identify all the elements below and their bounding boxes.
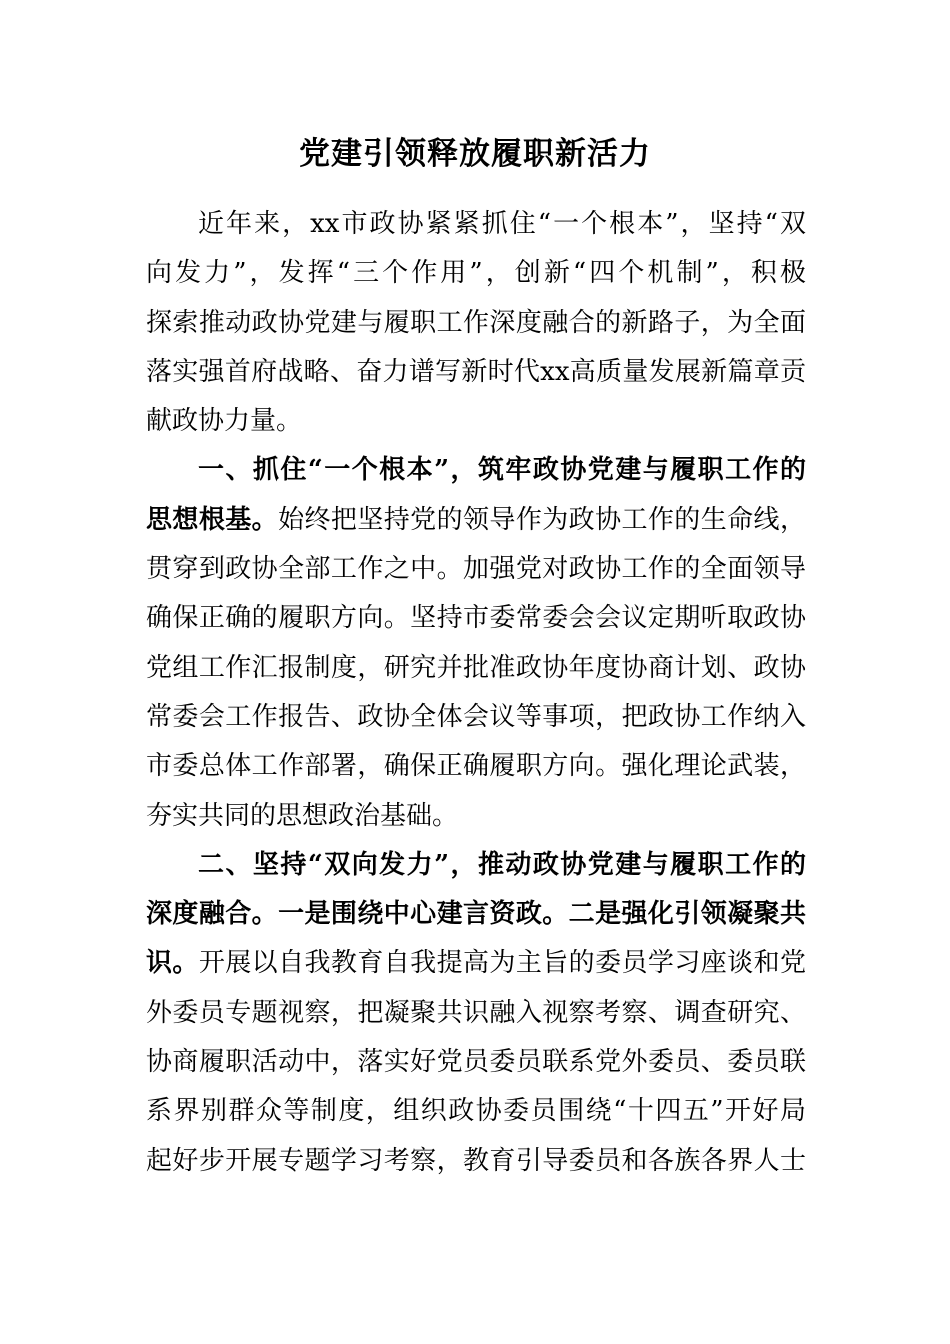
text: 贯穿到政协全部工作之中。加强党对政协工作的全面领导: [146, 554, 806, 585]
text: 近年来，xx市政协紧紧抓住“一个根本”，坚持“双: [198, 209, 806, 239]
text: 市委总体工作部署，确保正确履职方向。强化理论武装，: [146, 751, 806, 782]
text: 始终把坚持党的领导作为政协工作的生命线，: [278, 504, 806, 535]
text-line: [146, 545, 806, 594]
text-line: [146, 939, 806, 988]
text: 探索推动政协党建与履职工作深度融合的新路子，为全面: [146, 307, 806, 338]
text-line: [146, 1087, 806, 1136]
text: 外委员专题视察，把凝聚共识融入视察考察、调查研究、: [146, 997, 806, 1028]
text: 协商履职活动中，落实好党员委员联系党外委员、委员联: [146, 1047, 806, 1078]
text: 系界别群众等制度，组织政协委员围绕“十四五”开好局: [146, 1096, 806, 1127]
text-line: [146, 1137, 806, 1186]
text-line: [146, 200, 806, 249]
paragraph: [146, 841, 806, 1186]
text: 起好步开展专题学习考察，教育引导委员和各族各界人士: [146, 1145, 806, 1176]
bold-text: 深度融合。一是围绕中心建言资政。二是强化引领凝聚共: [146, 899, 806, 930]
text: 献政协力量。: [146, 406, 303, 437]
text-line: [146, 496, 806, 545]
text-line: [146, 693, 806, 742]
text-line: [146, 1038, 806, 1087]
document-title: 党建引领释放履职新活力: [299, 136, 651, 172]
text: 向发力”，发挥“三个作用”，创新“四个机制”，积极: [146, 258, 806, 289]
text-line: [146, 299, 806, 348]
text-line: [146, 890, 806, 939]
text-line: [146, 792, 806, 841]
text-line: [146, 249, 806, 298]
text: 夯实共同的思想政治基础。: [146, 800, 459, 831]
text-line: [146, 446, 806, 495]
bold-text: 一、抓住“一个根本”，筑牢政协党建与履职工作的: [198, 455, 806, 486]
text: 常委会工作报告、政协全体会议等事项，把政协工作纳入: [146, 701, 806, 732]
paragraph: [146, 446, 806, 840]
document-body: [146, 200, 806, 1186]
text: 开展以自我教育自我提高为主旨的委员学习座谈和党: [198, 948, 806, 979]
text-line: [146, 397, 806, 446]
bold-text: 二、坚持“双向发力”，推动政协党建与履职工作的: [198, 849, 806, 880]
text: 党组工作汇报制度，研究并批准政协年度协商计划、政协: [146, 652, 806, 683]
text-line: [146, 348, 806, 397]
bold-text: 思想根基。: [146, 504, 279, 535]
text-line: [146, 841, 806, 890]
text-line: [146, 644, 806, 693]
text-line: [146, 742, 806, 791]
text: 落实强首府战略、奋力谱写新时代xx高质量发展新篇章贡: [146, 356, 806, 387]
text-line: [146, 989, 806, 1038]
text: 确保正确的履职方向。坚持市委常委会会议定期听取政协: [146, 603, 806, 634]
paragraph: [146, 200, 806, 446]
bold-text: 识。: [146, 948, 199, 979]
text-line: [146, 594, 806, 643]
